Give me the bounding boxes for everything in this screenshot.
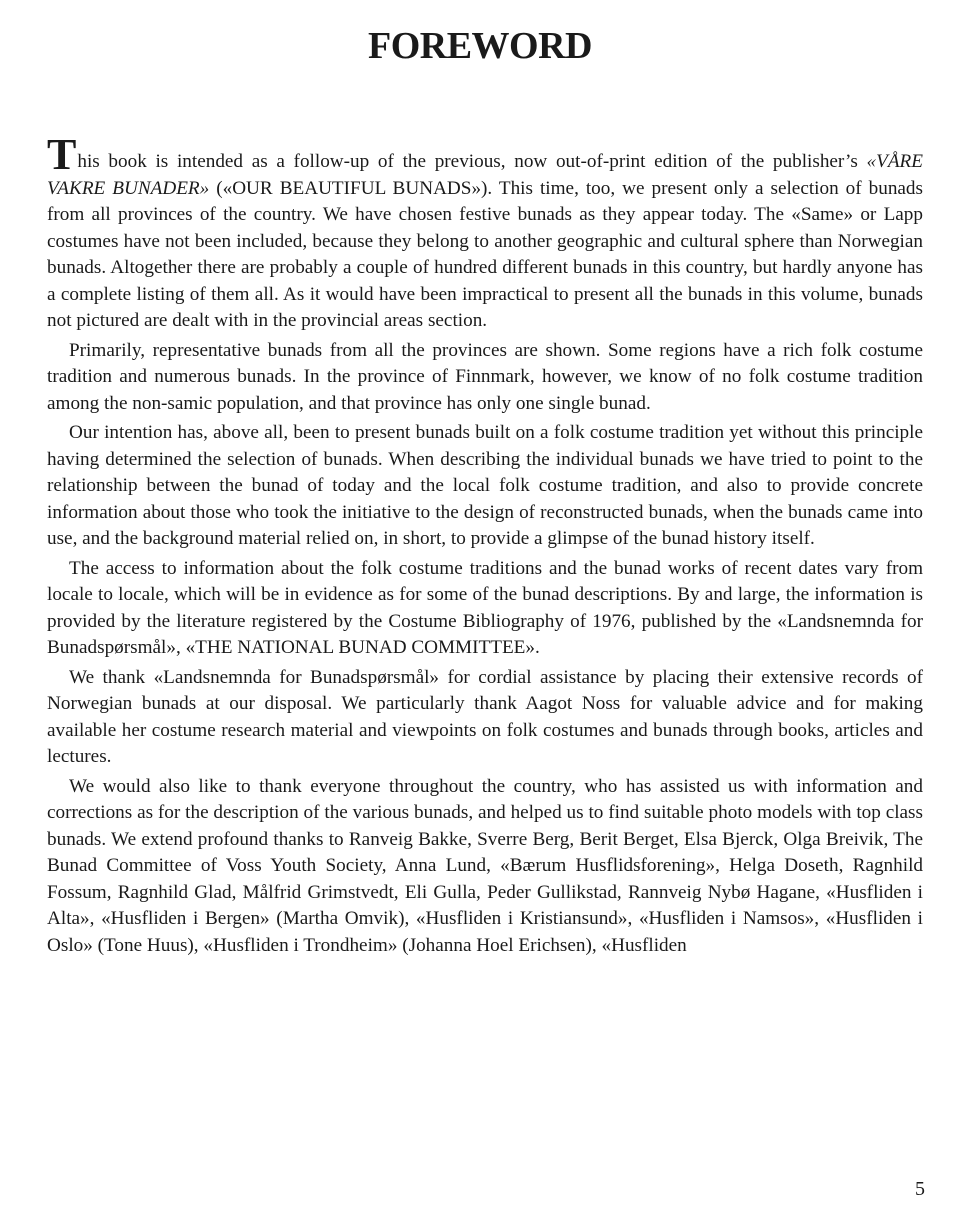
- paragraph-thanks-everyone: We would also like to thank everyone throughout the country, who has assisted us with information and corrections as for the description of the various bunads, and helped us to find suitable photo models with top class bunads. We extend profound thanks to Ranveig Bakke, Sverre Berg, Berit Berget, Elsa Bjerck, Olga Breivik, The Bunad Committee of Voss Youth Society, Anna Lund, «Bærum Husflidsforening», Helga Doseth, Ragnhild Fossum, Ragnhild Glad, Målfrid Grimstvedt, Eli Gulla, Peder Gullikstad, Rannveig Nybø Hagane, «Husfliden i Alta», «Husfliden i Bergen» (Martha Omvik), «Husfliden i Kristiansund», «Husfliden i Namsos», «Husfliden i Oslo» (Tone Huus), «Husfliden i Trondheim» (Johanna Hoel Erichsen), «Husfliden: [47, 775, 923, 956]
- book-title: «VÅRE VAKRE BUNADER»: [47, 151, 923, 199]
- intro-paragraph: [47, 130, 923, 335]
- paragraph-intention: Our intention has, above all, been to present bunads built on a folk costume tradition yet without this principle having determined the selection of bunads. When describing the individual bunads we have tried to point to the relationship between the bunad of today and the local folk costume tradition, and also to provide concrete information about those who took the initiative to the design of reconstructed bunads, when the bunads came into use, and the background material relied on, in short, to provide a glimpse of the bunad history itself.: [47, 422, 923, 549]
- page-number: 5: [915, 1178, 925, 1200]
- intro-text-rest: («OUR BEAUTIFUL BUNADS»). This time, too, we present only a selection of bunads from all provinces of the country. We have chosen festive bunads as they appear today. The «Same» or Lapp costumes have not been included, because they belong to another geographic and cultural sphere than Norwegian bunads. Altogether there are probably a couple of hundred different bunads in this country, but hardly anyone has a complete listing of them all. As it would have been impractical to present all the bunads in this volume, bunads not pictured are dealt with in the provincial areas section.: [47, 177, 923, 331]
- paragraph-thanks-committee: We thank «Landsnemnda for Bunadspørsmål» for cordial assistance by placing their extensive records of Norwegian bunads at our disposal. We particularly thank Aagot Noss for valuable advice and for making available her costume research material and viewpoints on folk costumes and bunads through books, articles and lectures.: [47, 666, 923, 767]
- page-title: FOREWORD: [368, 25, 592, 67]
- paragraph-provinces: Primarily, representative bunads from all the provinces are shown. Some regions have a rich folk costume tradition and numerous bunads. In the province of Finnmark, however, we know of no folk costume tradition among the non-samic population, and that province has only one single bunad.: [47, 339, 923, 414]
- foreword-body: [47, 130, 923, 962]
- intro-text-start: his book is intended as a follow-up of the previous, now out-of-print edition of the publisher’s: [77, 151, 867, 172]
- paragraph-information: The access to information about the folk costume traditions and the bunad works of recent dates vary from locale to locale, which will be in evidence as for some of the bunad descriptions. By and large, the information is provided by the literature registered by the Costume Bibliography of 1976, published by the «Landsnemnda for Bunadspørsmål», «THE NATIONAL BUNAD COMMITTEE».: [47, 557, 923, 658]
- drop-cap: T: [47, 130, 77, 179]
